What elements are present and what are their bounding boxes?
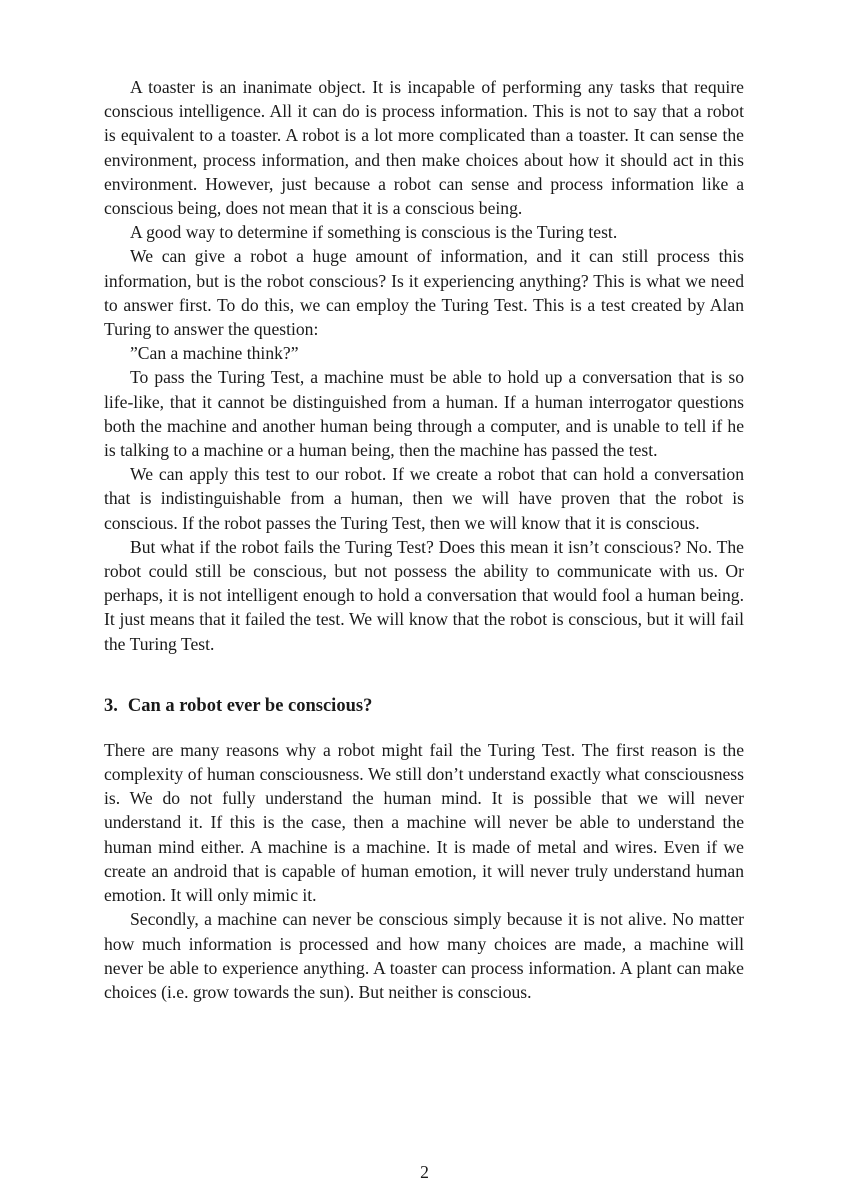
paragraph: A toaster is an inanimate object. It is incapable of performing any tasks that require conscious intelligence. All it can do is process information. This is not to say that a robot is equivalent to a toaster. A robot is a lot more complicated than a toaster. It can sense the environment, process information, and then make choices about how it should act in this environment. However, just because a robot can sense and process information like a conscious being, does not mean that it is a conscious being.	[104, 77, 744, 219]
paragraph: Secondly, a machine can never be conscious simply because it is not alive. No matter how much information is processed and how many choices are made, a machine will never be able to experience anything. A toaster can process information. A plant can make choices (i.e. grow towards the sun). But neither is conscious.	[104, 909, 744, 1002]
paragraph: But what if the robot fails the Turing Test? Does this mean it isn’t conscious? No. The robot could still be conscious, but not possess the ability to communicate with us. Or perhaps, it is not intelligent enough to hold a conversation that would fool a human being. It just means that it failed the test. We will know that the robot is conscious, but it will fail the Turing Test.	[104, 536, 744, 654]
quoted-question: ”Can a machine think?”	[130, 343, 299, 364]
paragraph: We can apply this test to our robot. If we create a robot that can hold a conversation that is indistinguishable from a human, then we will have proven that the robot is conscious. If the robot passes the Turing Test, then we will know that it is conscious.	[104, 464, 744, 533]
body-text	[104, 75, 744, 1004]
paragraph: There are many reasons why a robot might fail the Turing Test. The first reason is the complexity of human consciousness. We still don’t understand exactly what consciousness is. We do not fully understand the human mind. It is possible that we will never understand it. If this is the case, then a machine will never be able to understand the human mind either. A machine is a machine. It is made of metal and wires. Even if we create an android that is capable of human emotion, it will never truly understand human emotion. It will only mimic it.	[104, 739, 744, 906]
section-title: Can a robot ever be conscious?	[127, 695, 373, 716]
paragraph: A good way to determine if something is conscious is the Turing test.	[130, 222, 618, 243]
page-number: 2	[420, 1162, 429, 1182]
section-heading	[104, 694, 744, 718]
paragraph: To pass the Turing Test, a machine must be able to hold up a conversation that is so life-like, that it cannot be distinguished from a human. If a human interrogator questions both the machine and another human being through a computer, and is unable to tell if he is talking to a machine or a human being, then the machine has passed the test.	[104, 367, 744, 461]
section-number: 3.	[104, 695, 118, 716]
paragraph: We can give a robot a huge amount of information, and it can still process this information, but is the robot conscious? Is it experiencing anything? This is what we need to answer first. To do this, we can employ the Turing Test. This is a test created by Alan Turing to answer the question:	[104, 246, 744, 340]
